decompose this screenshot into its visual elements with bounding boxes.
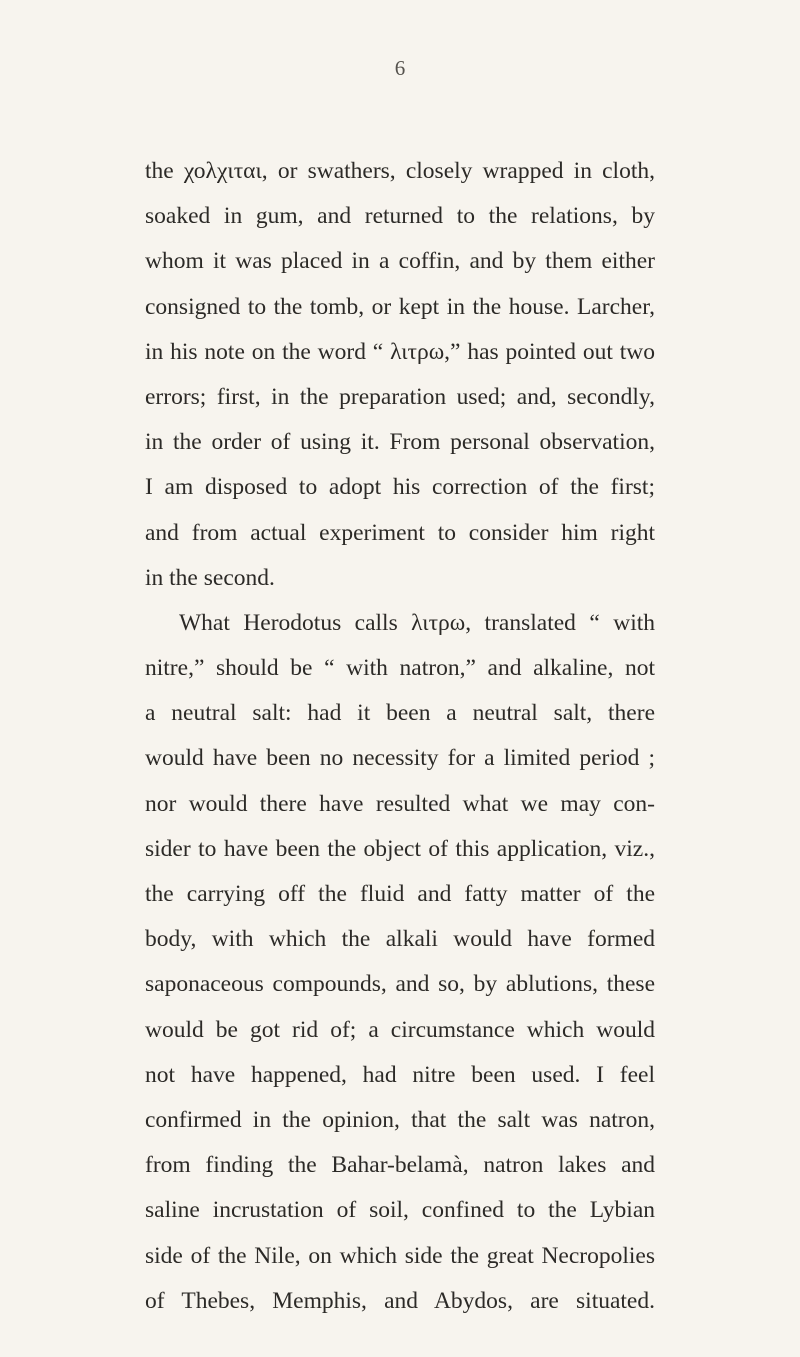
text-line: What Herodotus calls λιτρω, translated “ with xyxy=(179,609,655,636)
text-line: side of the Nile, on which side the great Necropolies xyxy=(145,1242,655,1269)
body-text xyxy=(145,157,655,1332)
text-line: saponaceous compounds, and so, by ablutions, these xyxy=(145,971,655,998)
text-line: saline incrustation of soil, confined to the Lybian xyxy=(145,1197,655,1224)
text-line: nitre,” should be “ with natron,” and alkaline, not xyxy=(145,655,655,682)
text-line: and from actual experiment to consider him right xyxy=(145,519,655,546)
text-line: of Thebes, Memphis, and Abydos, are situated. xyxy=(145,1287,655,1314)
text-line: in his note on the word “ λιτρω,” has pointed out two xyxy=(145,338,655,365)
text-line: from finding the Bahar-belamà, natron lakes and xyxy=(145,1152,655,1179)
text-line: whom it was placed in a coffin, and by them either xyxy=(145,248,655,275)
text-line: confirmed in the opinion, that the salt was natron, xyxy=(145,1106,655,1133)
text-line: the χολχιται, or swathers, closely wrapped in cloth, xyxy=(145,158,655,184)
text-line: errors; first, in the preparation used; and, secondly, xyxy=(145,383,655,410)
text-line: I am disposed to adopt his correction of the first; xyxy=(145,474,655,501)
text-line: the carrying off the fluid and fatty matter of the xyxy=(145,881,655,907)
text-line: would have been no necessity for a limited period ; xyxy=(145,745,655,772)
text-line: in the second. xyxy=(145,564,275,591)
text-line: not have happened, had nitre been used. I feel xyxy=(145,1061,655,1088)
text-line: in the order of using it. From personal observation, xyxy=(145,429,655,456)
text-line: would be got rid of; a circumstance which would xyxy=(145,1016,655,1043)
text-line: body, with which the alkali would have formed xyxy=(145,926,655,953)
text-line: nor would there have resulted what we may con- xyxy=(145,790,655,817)
text-line: consigned to the tomb, or kept in the house. Larcher, xyxy=(145,293,655,320)
text-line: sider to have been the object of this application, viz., xyxy=(145,835,655,862)
page-number: 6 xyxy=(394,56,406,80)
text-line: a neutral salt: had it been a neutral salt, there xyxy=(145,700,655,727)
text-line: soaked in gum, and returned to the relations, by xyxy=(145,203,655,230)
